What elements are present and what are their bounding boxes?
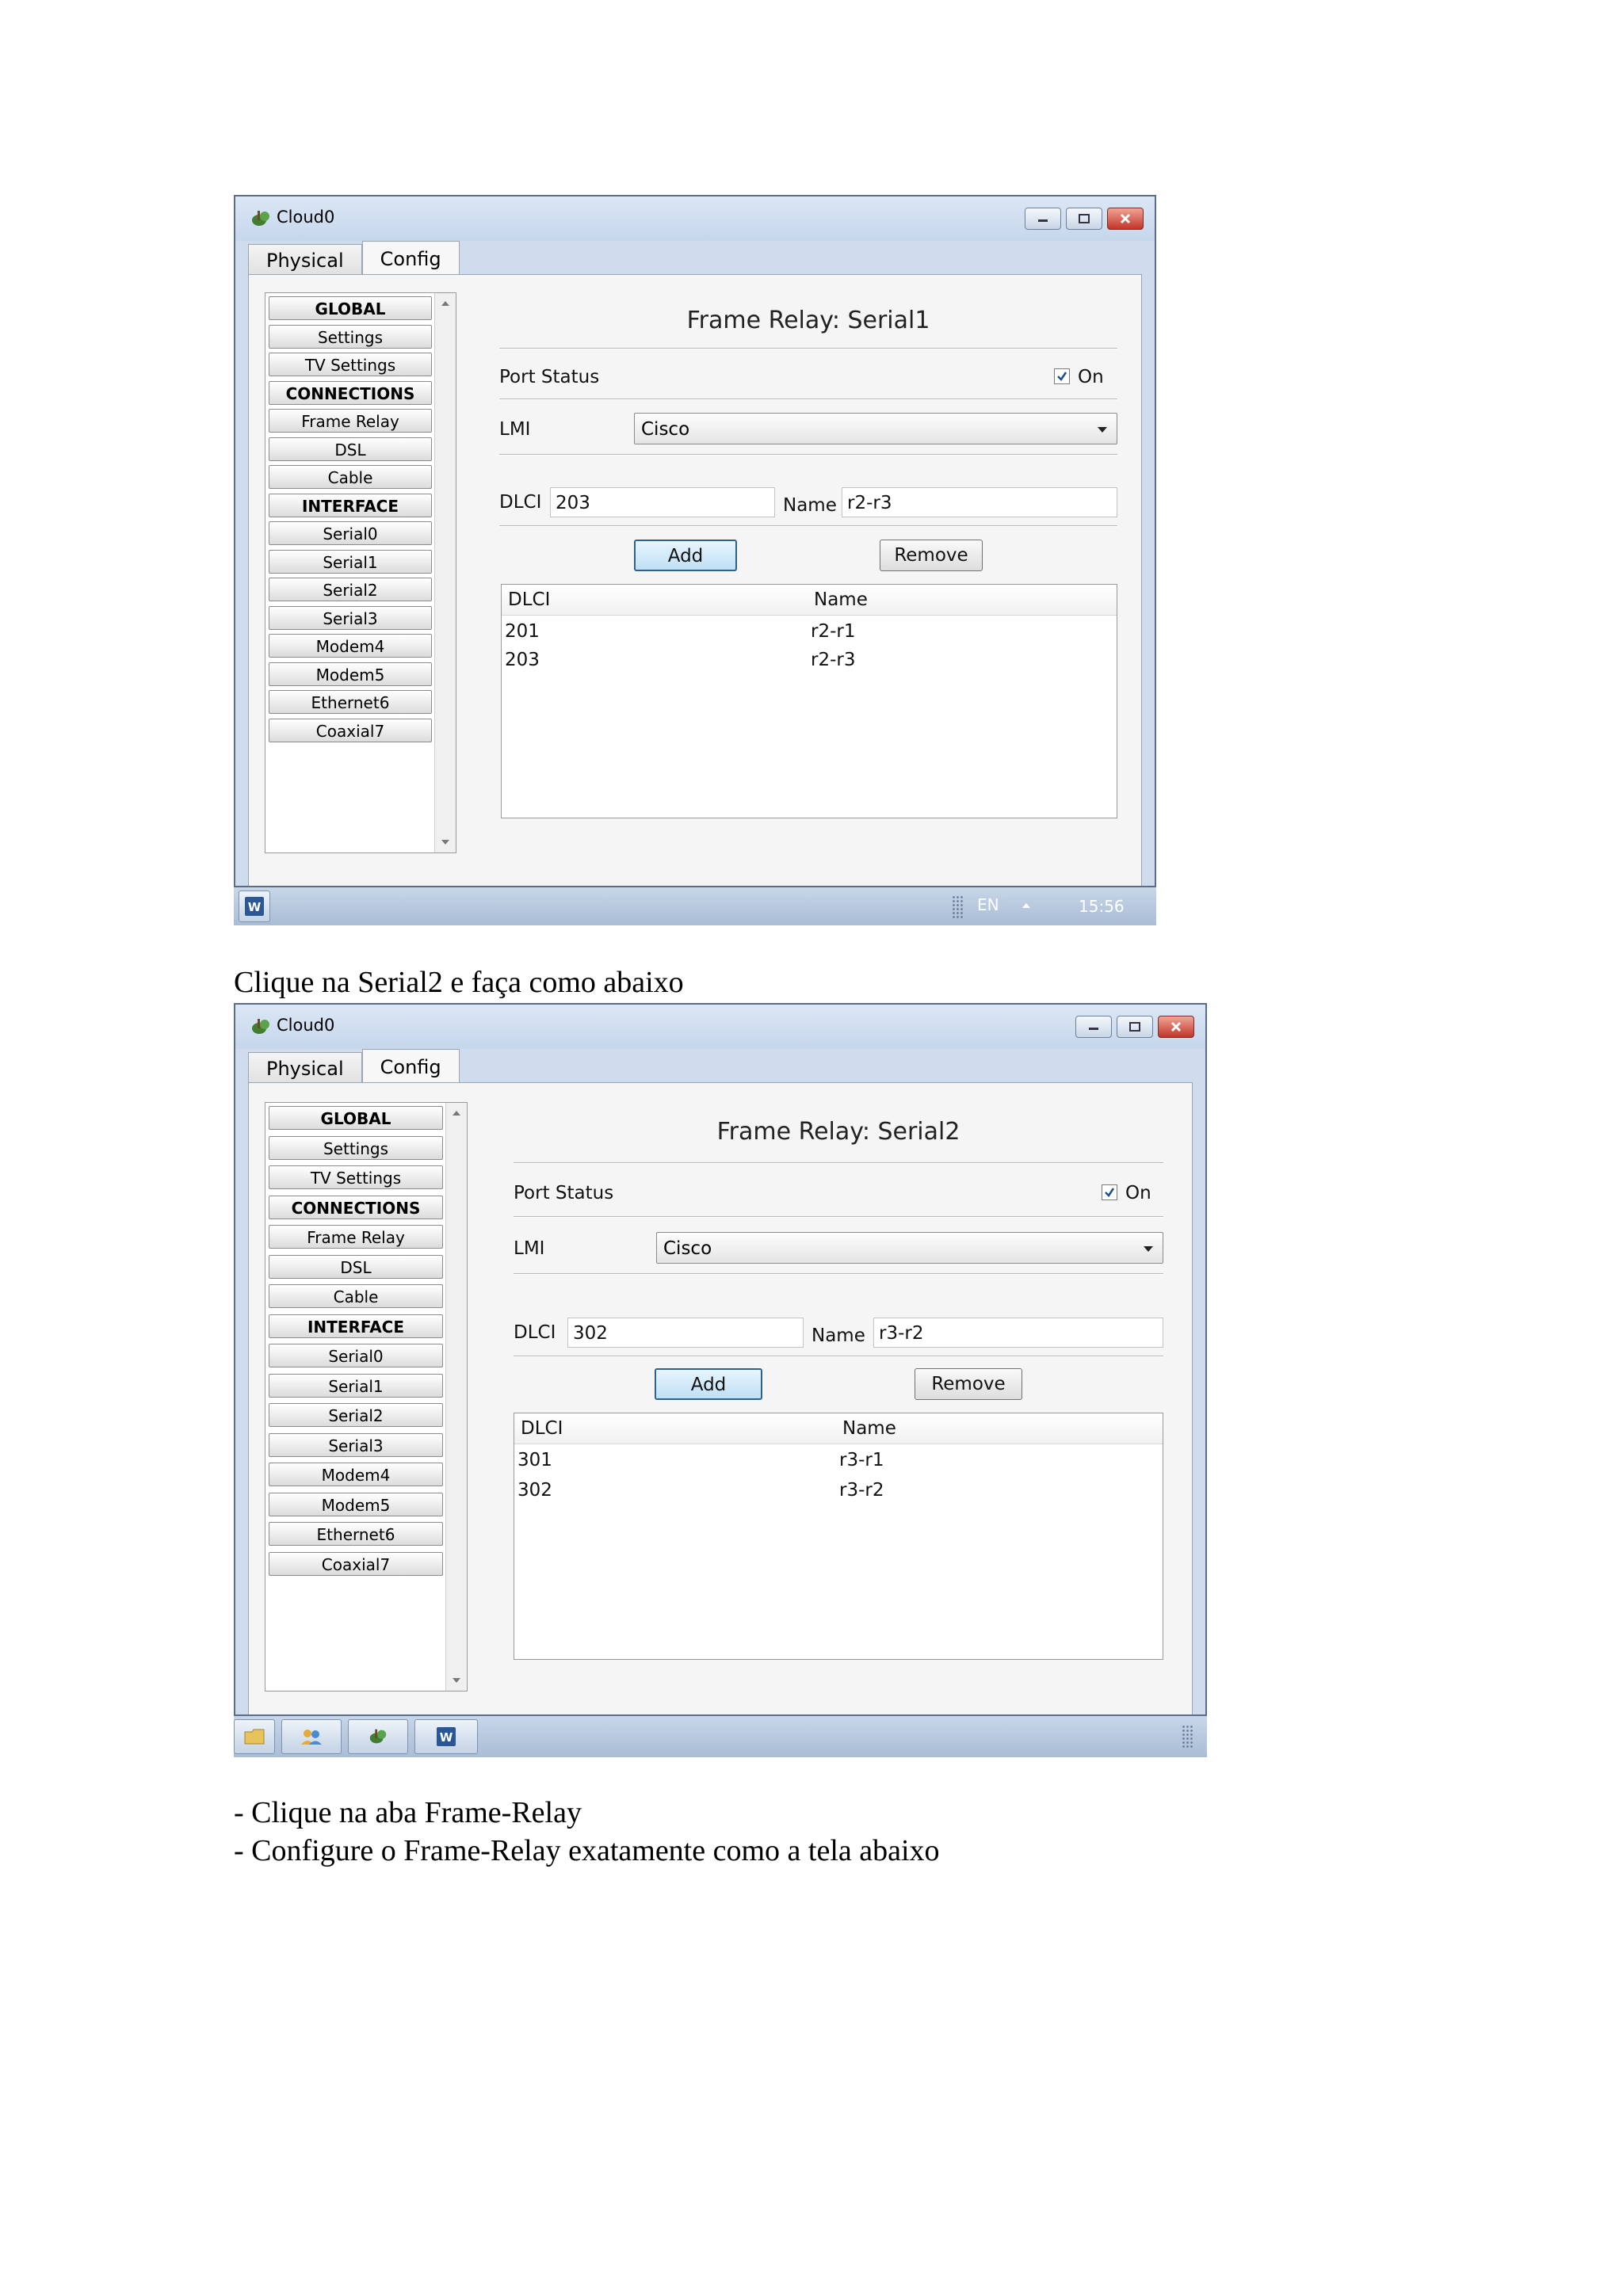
sidebar-item-frame-relay[interactable]: Frame Relay bbox=[269, 1225, 443, 1249]
config-sidebar bbox=[265, 292, 456, 853]
minimize-icon bbox=[1088, 1023, 1099, 1031]
sidebar-item-coaxial7[interactable]: Coaxial7 bbox=[269, 1552, 443, 1576]
name-input[interactable]: r2-r3 bbox=[842, 487, 1117, 517]
table-row-2-name[interactable]: r3-r2 bbox=[839, 1480, 884, 1501]
chevron-down-icon bbox=[1144, 1246, 1153, 1252]
lmi-value: Cisco bbox=[641, 419, 690, 440]
tab-physical[interactable]: Physical bbox=[248, 1052, 362, 1085]
scroll-down-icon[interactable] bbox=[441, 840, 449, 845]
dlci-label: DLCI bbox=[514, 1322, 556, 1343]
sidebar-item-ethernet6[interactable]: Ethernet6 bbox=[269, 690, 432, 714]
close-button[interactable] bbox=[1107, 208, 1144, 230]
sidebar-item-modem5[interactable]: Modem5 bbox=[269, 662, 432, 686]
cloud0-window-serial1 bbox=[234, 195, 1156, 887]
name-label: Name bbox=[783, 495, 837, 516]
config-sidebar bbox=[265, 1102, 468, 1691]
port-status-checkbox[interactable] bbox=[1054, 368, 1070, 384]
sidebar-item-serial0[interactable]: Serial0 bbox=[269, 521, 432, 545]
contacts-taskbar-button[interactable] bbox=[281, 1719, 342, 1754]
word-taskbar-button[interactable] bbox=[414, 1719, 478, 1754]
taskbar-grip[interactable] bbox=[1182, 1725, 1193, 1749]
chevron-down-icon bbox=[1098, 427, 1107, 433]
lmi-select[interactable] bbox=[634, 413, 1117, 444]
sidebar-item-cable[interactable]: Cable bbox=[269, 1284, 443, 1308]
checkmark-icon bbox=[1056, 370, 1068, 383]
close-icon bbox=[1170, 1021, 1182, 1032]
dlci-table bbox=[501, 584, 1117, 818]
sidebar-item-modem5[interactable]: Modem5 bbox=[269, 1493, 443, 1516]
add-button[interactable]: Add bbox=[655, 1368, 762, 1400]
sidebar-item-global[interactable]: GLOBAL bbox=[269, 1106, 443, 1130]
config-pane bbox=[248, 274, 1142, 886]
panel-title: Frame Relay: Serial1 bbox=[686, 307, 930, 334]
panel-title: Frame Relay: Serial2 bbox=[716, 1118, 960, 1146]
instruction-configure-frame-relay: - Configure o Frame-Relay exatamente como a tela abaixo bbox=[234, 1834, 940, 1867]
clock[interactable]: 15:56 bbox=[1079, 897, 1125, 916]
cloud0-window-serial2 bbox=[234, 1003, 1207, 1716]
port-status-checkbox[interactable] bbox=[1102, 1184, 1117, 1200]
remove-button[interactable]: Remove bbox=[915, 1368, 1022, 1400]
table-header bbox=[502, 585, 1117, 616]
dlci-table bbox=[514, 1413, 1163, 1660]
minimize-button[interactable] bbox=[1025, 208, 1061, 230]
sidebar-item-ethernet6[interactable]: Ethernet6 bbox=[269, 1522, 443, 1546]
minimize-button[interactable] bbox=[1075, 1016, 1112, 1038]
window-title-bar[interactable] bbox=[235, 196, 1155, 241]
scroll-up-icon[interactable] bbox=[441, 301, 449, 306]
window-title: Cloud0 bbox=[277, 1016, 335, 1035]
sidebar-item-dsl[interactable]: DSL bbox=[269, 1255, 443, 1279]
table-header bbox=[514, 1413, 1163, 1444]
table-row-1-dlci[interactable]: 301 bbox=[517, 1450, 552, 1470]
sidebar-scrollbar[interactable] bbox=[434, 293, 456, 852]
svg-text:W: W bbox=[247, 900, 262, 914]
lmi-label: LMI bbox=[514, 1238, 545, 1259]
sidebar-item-serial3[interactable]: Serial3 bbox=[269, 1433, 443, 1457]
sidebar-item-connections[interactable]: CONNECTIONS bbox=[269, 1196, 443, 1219]
minimize-icon bbox=[1037, 215, 1048, 223]
dlci-input[interactable]: 302 bbox=[567, 1318, 804, 1348]
maximize-icon bbox=[1079, 214, 1090, 223]
column-name[interactable]: Name bbox=[814, 589, 868, 610]
sidebar-item-interface[interactable]: INTERFACE bbox=[269, 494, 432, 517]
port-status-on-label: On bbox=[1078, 367, 1104, 387]
table-row-2-dlci[interactable]: 203 bbox=[505, 650, 540, 670]
sidebar-item-frame-relay[interactable]: Frame Relay bbox=[269, 409, 432, 433]
close-icon bbox=[1120, 213, 1131, 224]
dlci-label: DLCI bbox=[499, 492, 542, 513]
folder-icon bbox=[243, 1727, 265, 1746]
table-row-1-dlci[interactable]: 201 bbox=[505, 621, 540, 642]
column-dlci[interactable]: DLCI bbox=[508, 589, 551, 610]
table-row-2-name[interactable]: r2-r3 bbox=[811, 650, 856, 670]
sidebar-scrollbar[interactable] bbox=[445, 1103, 467, 1691]
lmi-label: LMI bbox=[499, 419, 531, 440]
tab-config[interactable]: Config bbox=[362, 241, 460, 277]
sidebar-item-dsl[interactable]: DSL bbox=[269, 437, 432, 461]
taskbar-1 bbox=[234, 887, 1156, 925]
sidebar-item-connections[interactable]: CONNECTIONS bbox=[269, 381, 432, 405]
taskbar-2 bbox=[234, 1716, 1207, 1757]
sidebar-item-settings[interactable]: Settings bbox=[269, 1136, 443, 1160]
window-title-bar[interactable] bbox=[235, 1005, 1205, 1049]
instruction-serial2: Clique na Serial2 e faça como abaixo bbox=[234, 966, 684, 999]
maximize-button[interactable] bbox=[1117, 1016, 1153, 1038]
tray-expand-icon[interactable] bbox=[1022, 903, 1030, 908]
sidebar-item-serial0[interactable]: Serial0 bbox=[269, 1344, 443, 1367]
instruction-frame-relay-tab: - Clique na aba Frame-Relay bbox=[234, 1796, 582, 1829]
sidebar-item-modem4[interactable]: Modem4 bbox=[269, 634, 432, 658]
frame-relay-panel bbox=[499, 307, 1117, 830]
port-status-on-label: On bbox=[1125, 1183, 1151, 1203]
sidebar-item-cable[interactable]: Cable bbox=[269, 465, 432, 489]
table-row-2-dlci[interactable]: 302 bbox=[517, 1480, 552, 1501]
word-taskbar-button[interactable] bbox=[239, 891, 270, 922]
sidebar-item-serial1[interactable]: Serial1 bbox=[269, 550, 432, 574]
lmi-select[interactable] bbox=[656, 1232, 1163, 1264]
sidebar-item-modem4[interactable]: Modem4 bbox=[269, 1463, 443, 1486]
column-name[interactable]: Name bbox=[842, 1418, 896, 1439]
add-button[interactable]: Add bbox=[634, 540, 737, 571]
maximize-icon bbox=[1129, 1022, 1140, 1032]
sidebar-item-global[interactable]: GLOBAL bbox=[269, 296, 432, 320]
close-button[interactable] bbox=[1158, 1016, 1194, 1038]
dlci-input[interactable]: 203 bbox=[550, 487, 775, 517]
sidebar-item-interface[interactable]: INTERFACE bbox=[269, 1314, 443, 1338]
sidebar-item-serial2[interactable]: Serial2 bbox=[269, 578, 432, 601]
cloud-device-icon bbox=[250, 1016, 272, 1038]
table-row-1-name[interactable]: r2-r1 bbox=[811, 621, 856, 642]
frame-relay-panel bbox=[514, 1118, 1163, 1672]
language-indicator[interactable]: EN bbox=[977, 895, 999, 914]
sidebar-item-coaxial7[interactable]: Coaxial7 bbox=[269, 719, 432, 742]
explorer-taskbar-button[interactable] bbox=[234, 1719, 275, 1754]
name-label: Name bbox=[812, 1325, 865, 1346]
svg-text:W: W bbox=[439, 1730, 453, 1745]
sidebar-item-tv-settings[interactable]: TV Settings bbox=[269, 353, 432, 376]
scroll-down-icon[interactable] bbox=[453, 1678, 460, 1683]
tab-physical[interactable]: Physical bbox=[248, 244, 362, 277]
sidebar-item-serial2[interactable]: Serial2 bbox=[269, 1403, 443, 1427]
word-icon bbox=[244, 896, 265, 917]
sidebar-item-serial1[interactable]: Serial1 bbox=[269, 1374, 443, 1398]
window-title: Cloud0 bbox=[277, 208, 335, 227]
users-icon bbox=[300, 1727, 323, 1746]
column-dlci[interactable]: DLCI bbox=[521, 1418, 563, 1439]
sidebar-item-settings[interactable]: Settings bbox=[269, 325, 432, 349]
packet-tracer-icon bbox=[368, 1726, 388, 1747]
port-status-label: Port Status bbox=[514, 1183, 614, 1203]
checkmark-icon bbox=[1103, 1186, 1116, 1199]
lmi-value: Cisco bbox=[663, 1238, 712, 1259]
taskbar-grip[interactable] bbox=[952, 895, 963, 919]
scroll-up-icon[interactable] bbox=[453, 1111, 460, 1116]
sidebar-item-serial3[interactable]: Serial3 bbox=[269, 606, 432, 630]
remove-button[interactable]: Remove bbox=[880, 540, 983, 571]
tab-config[interactable]: Config bbox=[362, 1049, 460, 1085]
word-icon bbox=[436, 1726, 456, 1747]
cloud-device-icon bbox=[250, 208, 272, 230]
table-row-1-name[interactable]: r3-r1 bbox=[839, 1450, 884, 1470]
sidebar-item-tv-settings[interactable]: TV Settings bbox=[269, 1165, 443, 1189]
port-status-label: Port Status bbox=[499, 367, 600, 387]
name-input[interactable]: r3-r2 bbox=[873, 1318, 1163, 1348]
maximize-button[interactable] bbox=[1066, 208, 1102, 230]
config-pane bbox=[248, 1082, 1193, 1714]
packet-tracer-taskbar-button[interactable] bbox=[348, 1719, 408, 1754]
